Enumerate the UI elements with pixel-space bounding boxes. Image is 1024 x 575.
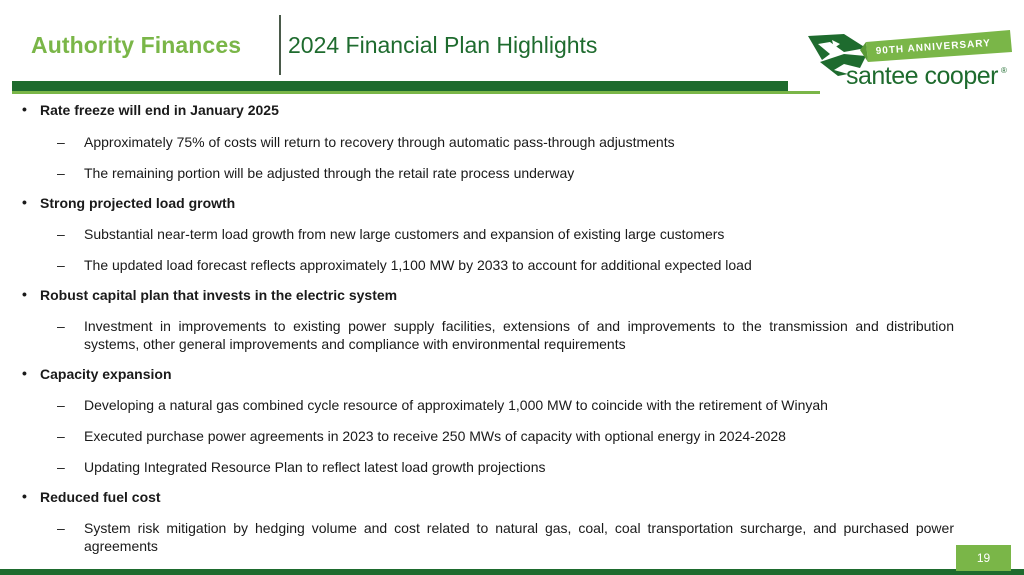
header-section-title: Authority Finances bbox=[31, 32, 242, 58]
sub-dash: – bbox=[57, 257, 65, 273]
sub-text: Investment in improvements to existing power supply facilities, extensions of and improvements to the transmission and distribution systems, other general improvements and compliance with environmental requirements bbox=[84, 318, 954, 352]
sub-text: Developing a natural gas combined cycle resource of approximately 1,000 MW to coincide with the retirement of Winyah bbox=[84, 397, 828, 413]
bullet-label: Rate freeze will end in January 2025 bbox=[40, 102, 279, 118]
bullet-dot: • bbox=[22, 365, 27, 381]
logo-registered-mark: ® bbox=[1001, 66, 1007, 75]
sub-item bbox=[57, 164, 954, 182]
bullet-dot: • bbox=[22, 286, 27, 302]
sub-dash: – bbox=[57, 318, 65, 334]
sub-text: Executed purchase power agreements in 2023 to receive 250 MWs of capacity with optional energy in 2024-2028 bbox=[84, 428, 786, 444]
sub-text: System risk mitigation by hedging volume and cost related to natural gas, coal, coal transportation surcharge, and purchased power agreements bbox=[84, 520, 954, 554]
bullet-label: Robust capital plan that invests in the electric system bbox=[40, 287, 398, 303]
bullet-label: Reduced fuel cost bbox=[40, 489, 161, 505]
sub-dash: – bbox=[57, 459, 65, 475]
sub-item bbox=[57, 256, 954, 274]
sub-dash: – bbox=[57, 397, 65, 413]
header-rule-thick bbox=[12, 81, 788, 91]
bullet-label: Strong projected load growth bbox=[40, 195, 236, 211]
sub-text: Substantial near-term load growth from new large customers and expansion of existing large customers bbox=[84, 226, 725, 242]
header-divider bbox=[279, 15, 281, 75]
page-title: 2024 Financial Plan Highlights bbox=[288, 32, 598, 58]
sub-dash: – bbox=[57, 134, 65, 150]
sub-dash: – bbox=[57, 520, 65, 536]
bullet-dot: • bbox=[22, 488, 27, 504]
bullet-dot: • bbox=[22, 101, 27, 117]
sub-dash: – bbox=[57, 226, 65, 242]
sub-text: The remaining portion will be adjusted through the retail rate process underway bbox=[84, 165, 575, 181]
footer-rule bbox=[0, 569, 1024, 575]
header-rule-thin bbox=[12, 91, 820, 94]
bullet-label: Capacity expansion bbox=[40, 366, 172, 382]
sub-item bbox=[57, 317, 954, 353]
sub-dash: – bbox=[57, 428, 65, 444]
logo-wordmark: santee cooper bbox=[846, 62, 998, 90]
sub-item bbox=[57, 133, 954, 151]
sub-item bbox=[57, 519, 954, 555]
sub-text: The updated load forecast reflects approximately 1,100 MW by 2033 to account for additional expected load bbox=[84, 257, 752, 273]
sub-item bbox=[57, 225, 954, 243]
sub-text: Approximately 75% of costs will return to recovery through automatic pass-through adjustments bbox=[84, 134, 675, 150]
page-number: 19 bbox=[956, 545, 1011, 571]
bullet-dot: • bbox=[22, 194, 27, 210]
sub-item bbox=[57, 458, 954, 476]
sub-dash: – bbox=[57, 165, 65, 181]
sub-text: Updating Integrated Resource Plan to reflect latest load growth projections bbox=[84, 459, 546, 475]
anniversary-badge-text: 90TH ANNIVERSARY bbox=[875, 37, 992, 57]
sub-item bbox=[57, 427, 954, 445]
sub-item bbox=[57, 396, 954, 414]
